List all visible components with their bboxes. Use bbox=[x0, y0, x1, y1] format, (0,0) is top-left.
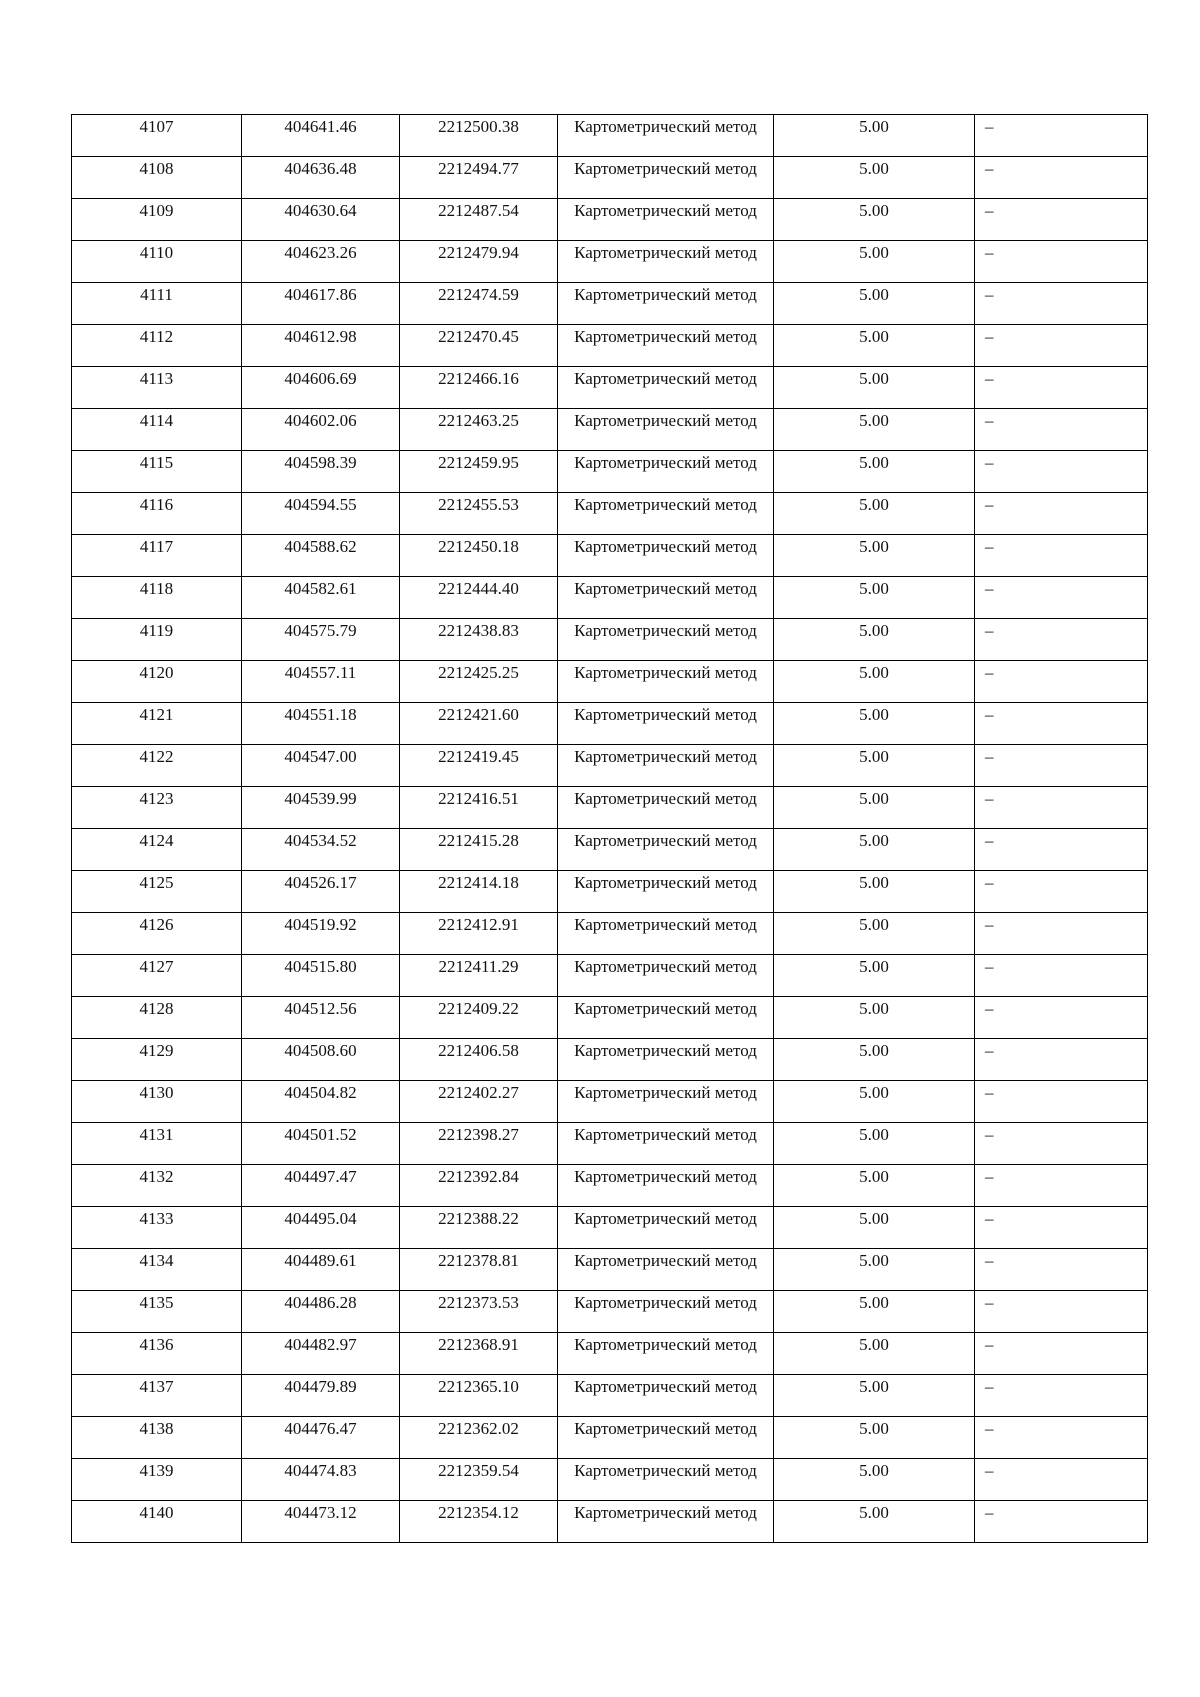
table-row bbox=[72, 955, 1148, 997]
x-coordinate-cell: 404598.39 bbox=[242, 451, 400, 493]
coordinates-table bbox=[71, 114, 1148, 1543]
description-cell: – bbox=[975, 913, 1148, 955]
x-coordinate-cell: 404575.79 bbox=[242, 619, 400, 661]
table-row bbox=[72, 1417, 1148, 1459]
table-row bbox=[72, 1207, 1148, 1249]
method-cell: Картометрический метод bbox=[558, 409, 774, 451]
accuracy-cell: 5.00 bbox=[774, 1207, 975, 1249]
y-coordinate-cell: 2212411.29 bbox=[400, 955, 558, 997]
point-number-cell: 4126 bbox=[72, 913, 242, 955]
x-coordinate-cell: 404612.98 bbox=[242, 325, 400, 367]
method-cell: Картометрический метод bbox=[558, 1123, 774, 1165]
table-row bbox=[72, 1249, 1148, 1291]
y-coordinate-cell: 2212354.12 bbox=[400, 1501, 558, 1543]
x-coordinate-cell: 404501.52 bbox=[242, 1123, 400, 1165]
description-cell: – bbox=[975, 1207, 1148, 1249]
point-number-cell: 4132 bbox=[72, 1165, 242, 1207]
point-number-cell: 4136 bbox=[72, 1333, 242, 1375]
table-row bbox=[72, 451, 1148, 493]
table-row bbox=[72, 535, 1148, 577]
accuracy-cell: 5.00 bbox=[774, 913, 975, 955]
point-number-cell: 4107 bbox=[72, 115, 242, 157]
description-cell: – bbox=[975, 283, 1148, 325]
accuracy-cell: 5.00 bbox=[774, 157, 975, 199]
method-cell: Картометрический метод bbox=[558, 955, 774, 997]
table-body bbox=[72, 115, 1148, 1543]
y-coordinate-cell: 2212419.45 bbox=[400, 745, 558, 787]
y-coordinate-cell: 2212455.53 bbox=[400, 493, 558, 535]
method-cell: Картометрический метод bbox=[558, 1333, 774, 1375]
description-cell: – bbox=[975, 787, 1148, 829]
point-number-cell: 4117 bbox=[72, 535, 242, 577]
y-coordinate-cell: 2212438.83 bbox=[400, 619, 558, 661]
y-coordinate-cell: 2212487.54 bbox=[400, 199, 558, 241]
y-coordinate-cell: 2212444.40 bbox=[400, 577, 558, 619]
table-row bbox=[72, 745, 1148, 787]
accuracy-cell: 5.00 bbox=[774, 1123, 975, 1165]
y-coordinate-cell: 2212365.10 bbox=[400, 1375, 558, 1417]
method-cell: Картометрический метод bbox=[558, 1459, 774, 1501]
accuracy-cell: 5.00 bbox=[774, 871, 975, 913]
x-coordinate-cell: 404504.82 bbox=[242, 1081, 400, 1123]
description-cell: – bbox=[975, 367, 1148, 409]
description-cell: – bbox=[975, 745, 1148, 787]
method-cell: Картометрический метод bbox=[558, 199, 774, 241]
method-cell: Картометрический метод bbox=[558, 829, 774, 871]
table-row bbox=[72, 367, 1148, 409]
accuracy-cell: 5.00 bbox=[774, 1375, 975, 1417]
x-coordinate-cell: 404512.56 bbox=[242, 997, 400, 1039]
description-cell: – bbox=[975, 829, 1148, 871]
accuracy-cell: 5.00 bbox=[774, 577, 975, 619]
method-cell: Картометрический метод bbox=[558, 1417, 774, 1459]
y-coordinate-cell: 2212416.51 bbox=[400, 787, 558, 829]
method-cell: Картометрический метод bbox=[558, 703, 774, 745]
method-cell: Картометрический метод bbox=[558, 325, 774, 367]
method-cell: Картометрический метод bbox=[558, 619, 774, 661]
description-cell: – bbox=[975, 535, 1148, 577]
point-number-cell: 4124 bbox=[72, 829, 242, 871]
accuracy-cell: 5.00 bbox=[774, 535, 975, 577]
point-number-cell: 4130 bbox=[72, 1081, 242, 1123]
accuracy-cell: 5.00 bbox=[774, 703, 975, 745]
point-number-cell: 4111 bbox=[72, 283, 242, 325]
method-cell: Картометрический метод bbox=[558, 997, 774, 1039]
x-coordinate-cell: 404636.48 bbox=[242, 157, 400, 199]
x-coordinate-cell: 404486.28 bbox=[242, 1291, 400, 1333]
y-coordinate-cell: 2212406.58 bbox=[400, 1039, 558, 1081]
point-number-cell: 4129 bbox=[72, 1039, 242, 1081]
y-coordinate-cell: 2212494.77 bbox=[400, 157, 558, 199]
y-coordinate-cell: 2212388.22 bbox=[400, 1207, 558, 1249]
description-cell: – bbox=[975, 1123, 1148, 1165]
table-row bbox=[72, 997, 1148, 1039]
accuracy-cell: 5.00 bbox=[774, 661, 975, 703]
description-cell: – bbox=[975, 409, 1148, 451]
x-coordinate-cell: 404641.46 bbox=[242, 115, 400, 157]
point-number-cell: 4139 bbox=[72, 1459, 242, 1501]
description-cell: – bbox=[975, 1375, 1148, 1417]
accuracy-cell: 5.00 bbox=[774, 451, 975, 493]
description-cell: – bbox=[975, 1417, 1148, 1459]
y-coordinate-cell: 2212479.94 bbox=[400, 241, 558, 283]
description-cell: – bbox=[975, 703, 1148, 745]
description-cell: – bbox=[975, 1291, 1148, 1333]
y-coordinate-cell: 2212373.53 bbox=[400, 1291, 558, 1333]
point-number-cell: 4123 bbox=[72, 787, 242, 829]
table-row bbox=[72, 703, 1148, 745]
description-cell: – bbox=[975, 1081, 1148, 1123]
x-coordinate-cell: 404547.00 bbox=[242, 745, 400, 787]
accuracy-cell: 5.00 bbox=[774, 1165, 975, 1207]
y-coordinate-cell: 2212421.60 bbox=[400, 703, 558, 745]
table-row bbox=[72, 1501, 1148, 1543]
method-cell: Картометрический метод bbox=[558, 661, 774, 703]
accuracy-cell: 5.00 bbox=[774, 1039, 975, 1081]
point-number-cell: 4125 bbox=[72, 871, 242, 913]
x-coordinate-cell: 404623.26 bbox=[242, 241, 400, 283]
table-row bbox=[72, 829, 1148, 871]
table-row bbox=[72, 1039, 1148, 1081]
accuracy-cell: 5.00 bbox=[774, 787, 975, 829]
point-number-cell: 4134 bbox=[72, 1249, 242, 1291]
table-row bbox=[72, 1291, 1148, 1333]
description-cell: – bbox=[975, 115, 1148, 157]
method-cell: Картометрический метод bbox=[558, 1501, 774, 1543]
accuracy-cell: 5.00 bbox=[774, 409, 975, 451]
table-row bbox=[72, 1375, 1148, 1417]
x-coordinate-cell: 404602.06 bbox=[242, 409, 400, 451]
x-coordinate-cell: 404588.62 bbox=[242, 535, 400, 577]
table-row bbox=[72, 115, 1148, 157]
table-row bbox=[72, 787, 1148, 829]
x-coordinate-cell: 404515.80 bbox=[242, 955, 400, 997]
description-cell: – bbox=[975, 241, 1148, 283]
method-cell: Картометрический метод bbox=[558, 1249, 774, 1291]
accuracy-cell: 5.00 bbox=[774, 493, 975, 535]
y-coordinate-cell: 2212415.28 bbox=[400, 829, 558, 871]
x-coordinate-cell: 404495.04 bbox=[242, 1207, 400, 1249]
x-coordinate-cell: 404476.47 bbox=[242, 1417, 400, 1459]
x-coordinate-cell: 404489.61 bbox=[242, 1249, 400, 1291]
point-number-cell: 4137 bbox=[72, 1375, 242, 1417]
method-cell: Картометрический метод bbox=[558, 577, 774, 619]
table-row bbox=[72, 871, 1148, 913]
x-coordinate-cell: 404582.61 bbox=[242, 577, 400, 619]
point-number-cell: 4116 bbox=[72, 493, 242, 535]
y-coordinate-cell: 2212398.27 bbox=[400, 1123, 558, 1165]
point-number-cell: 4119 bbox=[72, 619, 242, 661]
description-cell: – bbox=[975, 199, 1148, 241]
method-cell: Картометрический метод bbox=[558, 1081, 774, 1123]
method-cell: Картометрический метод bbox=[558, 1165, 774, 1207]
accuracy-cell: 5.00 bbox=[774, 745, 975, 787]
accuracy-cell: 5.00 bbox=[774, 1081, 975, 1123]
accuracy-cell: 5.00 bbox=[774, 1291, 975, 1333]
table-row bbox=[72, 1081, 1148, 1123]
table-row bbox=[72, 325, 1148, 367]
y-coordinate-cell: 2212474.59 bbox=[400, 283, 558, 325]
accuracy-cell: 5.00 bbox=[774, 619, 975, 661]
description-cell: – bbox=[975, 997, 1148, 1039]
description-cell: – bbox=[975, 493, 1148, 535]
accuracy-cell: 5.00 bbox=[774, 1459, 975, 1501]
table-row bbox=[72, 199, 1148, 241]
x-coordinate-cell: 404519.92 bbox=[242, 913, 400, 955]
table-row bbox=[72, 1459, 1148, 1501]
method-cell: Картометрический метод bbox=[558, 745, 774, 787]
description-cell: – bbox=[975, 1333, 1148, 1375]
description-cell: – bbox=[975, 955, 1148, 997]
point-number-cell: 4122 bbox=[72, 745, 242, 787]
point-number-cell: 4128 bbox=[72, 997, 242, 1039]
method-cell: Картометрический метод bbox=[558, 157, 774, 199]
description-cell: – bbox=[975, 1165, 1148, 1207]
point-number-cell: 4135 bbox=[72, 1291, 242, 1333]
method-cell: Картометрический метод bbox=[558, 451, 774, 493]
y-coordinate-cell: 2212392.84 bbox=[400, 1165, 558, 1207]
accuracy-cell: 5.00 bbox=[774, 325, 975, 367]
description-cell: – bbox=[975, 157, 1148, 199]
method-cell: Картометрический метод bbox=[558, 493, 774, 535]
accuracy-cell: 5.00 bbox=[774, 1333, 975, 1375]
table-row bbox=[72, 619, 1148, 661]
x-coordinate-cell: 404606.69 bbox=[242, 367, 400, 409]
point-number-cell: 4140 bbox=[72, 1501, 242, 1543]
point-number-cell: 4127 bbox=[72, 955, 242, 997]
y-coordinate-cell: 2212450.18 bbox=[400, 535, 558, 577]
table-row bbox=[72, 241, 1148, 283]
description-cell: – bbox=[975, 1501, 1148, 1543]
description-cell: – bbox=[975, 619, 1148, 661]
method-cell: Картометрический метод bbox=[558, 871, 774, 913]
method-cell: Картометрический метод bbox=[558, 283, 774, 325]
table-row bbox=[72, 1165, 1148, 1207]
accuracy-cell: 5.00 bbox=[774, 199, 975, 241]
x-coordinate-cell: 404474.83 bbox=[242, 1459, 400, 1501]
y-coordinate-cell: 2212368.91 bbox=[400, 1333, 558, 1375]
method-cell: Картометрический метод bbox=[558, 241, 774, 283]
description-cell: – bbox=[975, 577, 1148, 619]
accuracy-cell: 5.00 bbox=[774, 1249, 975, 1291]
point-number-cell: 4115 bbox=[72, 451, 242, 493]
y-coordinate-cell: 2212359.54 bbox=[400, 1459, 558, 1501]
x-coordinate-cell: 404508.60 bbox=[242, 1039, 400, 1081]
table-row bbox=[72, 157, 1148, 199]
accuracy-cell: 5.00 bbox=[774, 997, 975, 1039]
x-coordinate-cell: 404594.55 bbox=[242, 493, 400, 535]
table-row bbox=[72, 283, 1148, 325]
point-number-cell: 4109 bbox=[72, 199, 242, 241]
y-coordinate-cell: 2212425.25 bbox=[400, 661, 558, 703]
point-number-cell: 4110 bbox=[72, 241, 242, 283]
accuracy-cell: 5.00 bbox=[774, 955, 975, 997]
point-number-cell: 4121 bbox=[72, 703, 242, 745]
table-row bbox=[72, 1123, 1148, 1165]
y-coordinate-cell: 2212500.38 bbox=[400, 115, 558, 157]
method-cell: Картометрический метод bbox=[558, 367, 774, 409]
point-number-cell: 4118 bbox=[72, 577, 242, 619]
method-cell: Картометрический метод bbox=[558, 1291, 774, 1333]
accuracy-cell: 5.00 bbox=[774, 367, 975, 409]
description-cell: – bbox=[975, 451, 1148, 493]
table-row bbox=[72, 661, 1148, 703]
y-coordinate-cell: 2212459.95 bbox=[400, 451, 558, 493]
y-coordinate-cell: 2212414.18 bbox=[400, 871, 558, 913]
table-row bbox=[72, 913, 1148, 955]
x-coordinate-cell: 404551.18 bbox=[242, 703, 400, 745]
y-coordinate-cell: 2212378.81 bbox=[400, 1249, 558, 1291]
y-coordinate-cell: 2212402.27 bbox=[400, 1081, 558, 1123]
x-coordinate-cell: 404617.86 bbox=[242, 283, 400, 325]
point-number-cell: 4113 bbox=[72, 367, 242, 409]
x-coordinate-cell: 404534.52 bbox=[242, 829, 400, 871]
table-row bbox=[72, 409, 1148, 451]
x-coordinate-cell: 404497.47 bbox=[242, 1165, 400, 1207]
y-coordinate-cell: 2212470.45 bbox=[400, 325, 558, 367]
x-coordinate-cell: 404479.89 bbox=[242, 1375, 400, 1417]
y-coordinate-cell: 2212362.02 bbox=[400, 1417, 558, 1459]
description-cell: – bbox=[975, 1249, 1148, 1291]
point-number-cell: 4131 bbox=[72, 1123, 242, 1165]
x-coordinate-cell: 404526.17 bbox=[242, 871, 400, 913]
point-number-cell: 4133 bbox=[72, 1207, 242, 1249]
accuracy-cell: 5.00 bbox=[774, 829, 975, 871]
point-number-cell: 4120 bbox=[72, 661, 242, 703]
method-cell: Картометрический метод bbox=[558, 1375, 774, 1417]
point-number-cell: 4114 bbox=[72, 409, 242, 451]
description-cell: – bbox=[975, 871, 1148, 913]
accuracy-cell: 5.00 bbox=[774, 115, 975, 157]
x-coordinate-cell: 404557.11 bbox=[242, 661, 400, 703]
description-cell: – bbox=[975, 325, 1148, 367]
method-cell: Картометрический метод bbox=[558, 115, 774, 157]
method-cell: Картометрический метод bbox=[558, 1039, 774, 1081]
y-coordinate-cell: 2212466.16 bbox=[400, 367, 558, 409]
description-cell: – bbox=[975, 1039, 1148, 1081]
accuracy-cell: 5.00 bbox=[774, 283, 975, 325]
point-number-cell: 4112 bbox=[72, 325, 242, 367]
method-cell: Картометрический метод bbox=[558, 535, 774, 577]
method-cell: Картометрический метод bbox=[558, 1207, 774, 1249]
y-coordinate-cell: 2212412.91 bbox=[400, 913, 558, 955]
x-coordinate-cell: 404630.64 bbox=[242, 199, 400, 241]
table-row bbox=[72, 577, 1148, 619]
description-cell: – bbox=[975, 1459, 1148, 1501]
y-coordinate-cell: 2212409.22 bbox=[400, 997, 558, 1039]
point-number-cell: 4138 bbox=[72, 1417, 242, 1459]
y-coordinate-cell: 2212463.25 bbox=[400, 409, 558, 451]
description-cell: – bbox=[975, 661, 1148, 703]
table-row bbox=[72, 1333, 1148, 1375]
accuracy-cell: 5.00 bbox=[774, 1417, 975, 1459]
method-cell: Картометрический метод bbox=[558, 913, 774, 955]
x-coordinate-cell: 404482.97 bbox=[242, 1333, 400, 1375]
method-cell: Картометрический метод bbox=[558, 787, 774, 829]
x-coordinate-cell: 404539.99 bbox=[242, 787, 400, 829]
accuracy-cell: 5.00 bbox=[774, 1501, 975, 1543]
x-coordinate-cell: 404473.12 bbox=[242, 1501, 400, 1543]
accuracy-cell: 5.00 bbox=[774, 241, 975, 283]
table-row bbox=[72, 493, 1148, 535]
point-number-cell: 4108 bbox=[72, 157, 242, 199]
